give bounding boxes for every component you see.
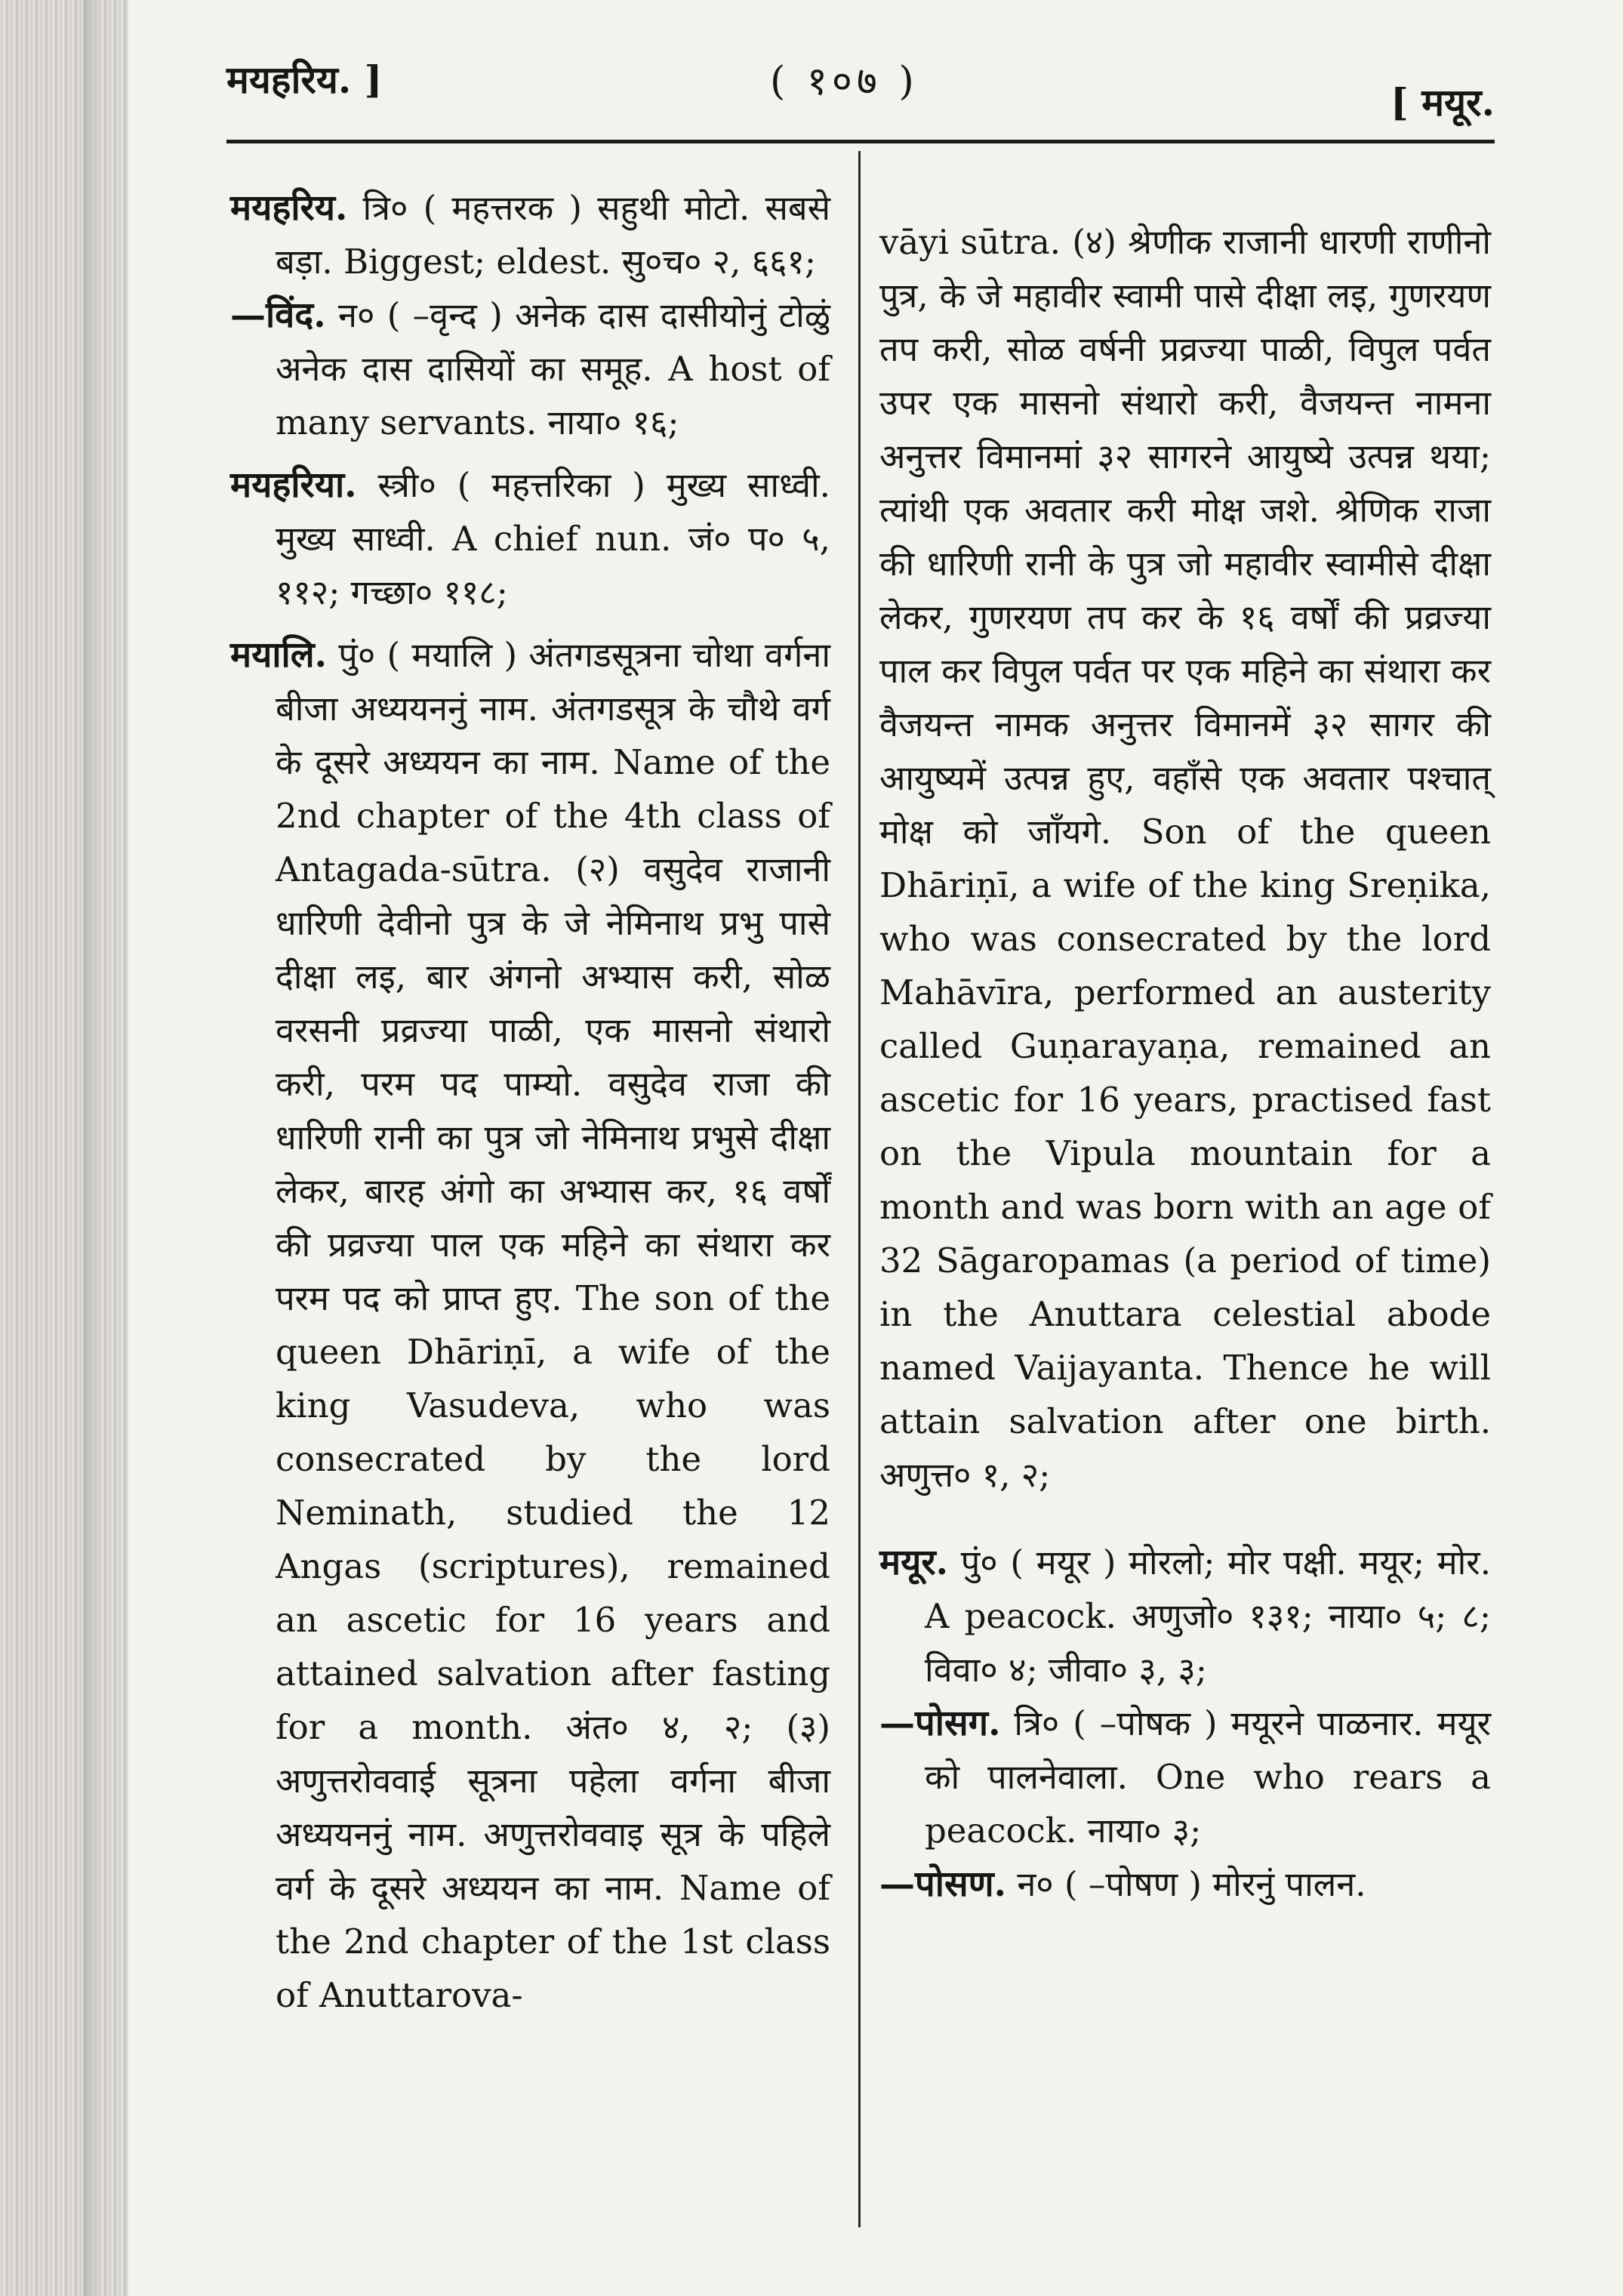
header-right-guide-word: [ मयूर. — [1390, 80, 1495, 125]
header-rule — [226, 140, 1495, 143]
entry-headword: मयालि. — [230, 634, 327, 676]
sub-entry-definition: त्रि० ( –पोषक ) मयूरने पाळनार. मयूर को पालनेवाला. One who rears a peacock. नाया० ३; — [925, 1703, 1491, 1851]
dictionary-entry — [230, 458, 830, 619]
sub-entry-headword: —पोसण. — [879, 1863, 1006, 1905]
entry-headword: मयूर. — [879, 1542, 948, 1583]
right-column — [879, 181, 1491, 1920]
entry-headword: मयहरिया. — [230, 464, 357, 506]
column-divider — [858, 151, 861, 2227]
page-header — [226, 45, 1495, 125]
dictionary-entry — [879, 1536, 1491, 1911]
entry-definition: त्रि० ( महत्तरक ) सहुथी मोटो. सबसे बड़ा. Biggest; eldest. सु०च० २, ६६१; — [276, 188, 830, 282]
entry-definition: पुं० ( मयालि ) अंतगडसूत्रना चोथा वर्गना बीजा अध्ययननुं नाम. अंतगडसूत्र के चौथे वर्ग के दूसरे अध्ययन का नाम. Name of the 2nd chapter of the 4th class of Antagada-sūtra. (२) वसुदेव राजानी धारिणी देवीनो पुत्र के जे नेमिनाथ प्रभु पासे दीक्षा लइ, बार अंगनो अभ्यास करी, सोळ वरसनी प्रव्रज्या पाळी, एक मासनो संथारो करी, परम पद पाम्यो. वसुदेव राजा की धारिणी रानी का पुत्र जो नेमिनाथ प्रभुसे दीक्षा लेकर, बारह अंगो का अभ्यास कर, १६ वर्षों की प्रव्रज्या पाल एक महिने का संथारा कर परम पद को प्राप्त हुए. The son of the queen Dhāriṇī, a wife of the king Vasudeva, who was consecrated by the lord Neminath, studied the 12 Angas (scriptures), remained an ascetic for 16 years and attained salvation after fasting for a month. अंत० ४, २; (३) अणुत्तरोववाई सूत्रना पहेला वर्गना बीजा अध्ययननुं नाम. अणुत्तरोववाइ सूत्र के पहिले वर्ग के दूसरे अध्ययन का नाम. Name of the 2nd chapter of the 1st class of Anuttarova- — [276, 635, 830, 2015]
page-binding-edge — [0, 0, 128, 2296]
sub-entry-headword: —पोसग. — [879, 1703, 1001, 1744]
continued-entry-text: vāyi sūtra. (४) श्रेणीक राजानी धारणी राणीनो पुत्र, के जे महावीर स्वामी पासे दीक्षा लइ, गुणरयण तप करी, सोळ वर्षनी प्रव्रज्या पाळी, विपुल पर्वत उपर एक मासनो संथारो करी, वैजयन्त नामना अनुत्तर विमानमां ३२ सागरने आयुष्ये उत्पन्न थया; त्यांथी एक अवतार करी मोक्ष जशे. श्रेणिक राजा की धारिणी रानी के पुत्र जो महावीर स्वामीसे दीक्षा लेकर, गुणरयण तप कर के १६ वर्षों की प्रव्रज्या पाल कर विपुल पर्वत पर एक महिने का संथारा कर वैजयन्त नामक अनुत्तर विमानमें ३२ सागर की आयुष्यमें उत्पन्न हुए, वहाँसे एक अवतार पश्चात् मोक्ष को जाँयगे. Son of the queen Dhāriṇī, a wife of the king Sreṇika, who was consecrated by the lord Mahāvīra, performed an austerity called Guṇarayaṇa, remained an ascetic for 16 years, practised fast on the Vipula mountain for a month and was born with an age of 32 Sāgaropamas (a period of time) in the Anuttara celestial abode named Vaijayanta. Thence he will attain salvation after one birth. अणुत्त० १, २; — [879, 222, 1491, 1495]
dictionary-entry — [230, 181, 830, 449]
page-number: ( १०७ ) — [770, 59, 919, 104]
dictionary-entry — [230, 628, 830, 2022]
sub-entry-definition: न० ( –वृन्द ) अनेक दास दासीयोनुं टोळुं अनेक दास दासियों का समूह. A host of many servants. नाया० १६; — [276, 295, 830, 442]
sub-entry-headword: —विंद. — [230, 294, 326, 336]
entry-definition: स्त्री० ( महत्तरिका ) मुख्य साध्वी. मुख्य साध्वी. A chief nun. जं० प० ५, ११२; गच्छा० ११८; — [276, 465, 830, 612]
entry-headword: मयहरिय. — [230, 187, 348, 229]
sub-entry — [879, 1857, 1491, 1911]
sub-entry-definition: न० ( –पोषण ) मोरनुं पालन. — [1017, 1864, 1366, 1904]
header-left-guide-word: मयहरिय. ] — [226, 57, 383, 102]
sub-entry — [230, 288, 830, 449]
left-column — [230, 181, 830, 2031]
entry-definition: पुं० ( मयूर ) मोरलो; मोर पक्षी. मयूर; मोर. A peacock. अणुजो० १३१; नाया० ५; ८; विवा० ४; जीवा० ३, ३; — [925, 1542, 1491, 1690]
sub-entry — [879, 1697, 1491, 1857]
